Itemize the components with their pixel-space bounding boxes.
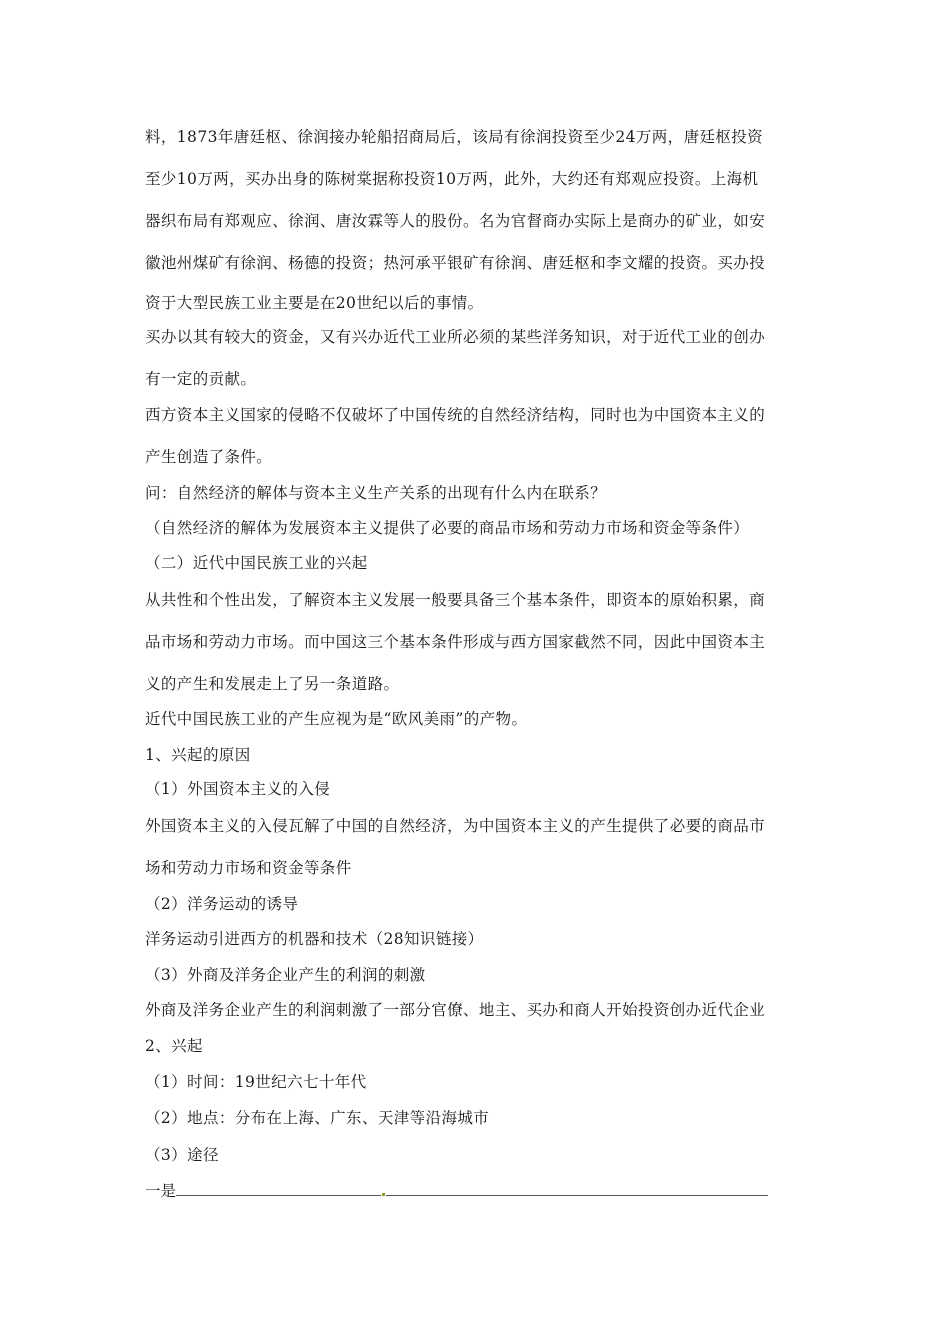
marker-dot: [382, 1193, 385, 1196]
answer-line: （自然经济的解体为发展资本主义提供了必要的商品市场和劳动力市场和资金等条件）: [145, 519, 750, 537]
fill-in-blank-line: [145, 1181, 768, 1201]
paragraph-line: 有一定的贡献。: [145, 370, 257, 388]
paragraph-line: 料，1873年唐廷枢、徐润接办轮船招商局后，该局有徐润投资至少24万两，唐廷枢投资: [145, 128, 764, 146]
paragraph-line: 近代中国民族工业的产生应视为是“欧风美雨”的产物。: [145, 710, 528, 728]
paragraph-line: 外国资本主义的入侵瓦解了中国的自然经济，为中国资本主义的产生提供了必要的商品市: [145, 817, 766, 835]
paragraph-line: 场和劳动力市场和资金等条件: [145, 859, 352, 877]
paragraph-line: 徽池州煤矿有徐润、杨德的投资；热河承平银矿有徐润、唐廷枢和李文耀的投资。买办投: [145, 254, 766, 272]
paragraph-line: 西方资本主义国家的侵略不仅破坏了中国传统的自然经济结构，同时也为中国资本主义的: [145, 406, 766, 424]
paragraph-line: 从共性和个性出发，了解资本主义发展一般要具备三个基本条件，即资本的原始积累，商: [145, 591, 766, 609]
paragraph-line: 器织布局有郑观应、徐润、唐汝霖等人的股份。名为官督商办实际上是商办的矿业，如安: [145, 212, 766, 230]
subheading: （2）洋务运动的诱导: [145, 895, 299, 913]
blank-prefix: 一是: [145, 1182, 177, 1200]
paragraph-line: 至少10万两，买办出身的陈树棠据称投资10万两，此外，大约还有郑观应投资。上海机: [145, 170, 759, 188]
list-item: （2）地点：分布在上海、广东、天津等沿海城市: [145, 1109, 490, 1127]
list-item: （1）时间：19世纪六七十年代: [145, 1073, 367, 1091]
section-heading: （二）近代中国民族工业的兴起: [145, 554, 368, 572]
subheading: 1、兴起的原因: [145, 746, 251, 764]
subheading: （1）外国资本主义的入侵: [145, 780, 331, 798]
paragraph-line: 产生创造了条件。: [145, 448, 273, 466]
paragraph-line: 买办以其有较大的资金，又有兴办近代工业所必须的某些洋务知识，对于近代工业的创办: [145, 328, 766, 346]
subheading: （3）外商及洋务企业产生的利润的刺激: [145, 966, 426, 984]
blank-underline: [176, 1181, 381, 1196]
paragraph-line: 义的产生和发展走上了另一条道路。: [145, 675, 400, 693]
subheading: 2、兴起: [145, 1037, 203, 1055]
question-line: 问：自然经济的解体与资本主义生产关系的出现有什么内在联系？: [145, 484, 607, 502]
blank-underline: [386, 1181, 768, 1196]
list-item: （3）途径: [145, 1146, 219, 1164]
paragraph-line: 外商及洋务企业产生的利润刺激了一部分官僚、地主、买办和商人开始投资创办近代企业: [145, 1001, 766, 1019]
paragraph-line: 品市场和劳动力市场。而中国这三个基本条件形成与西方国家截然不同，因此中国资本主: [145, 633, 766, 651]
paragraph-line: 资于大型民族工业主要是在20世纪以后的事情。: [145, 294, 484, 312]
paragraph-line: 洋务运动引进西方的机器和技术（28知识链接）: [145, 930, 484, 948]
